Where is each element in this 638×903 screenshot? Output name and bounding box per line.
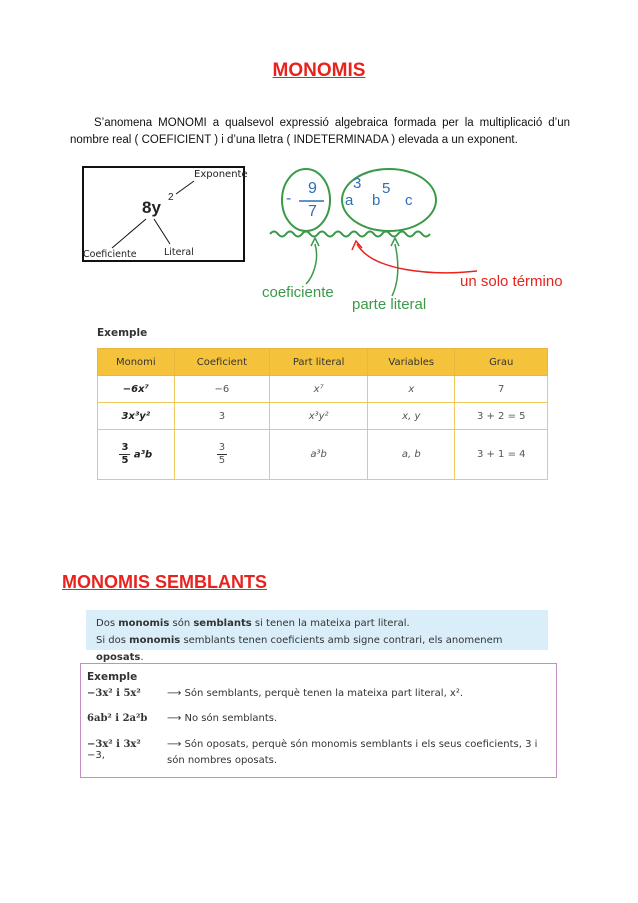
diagram2-var-b: b [372,192,381,209]
section-title-semblants: MONOMIS SEMBLANTS [62,572,267,592]
def-text: si tenen la mateixa part literal. [251,618,410,629]
def-bold: monomis [129,635,181,646]
fraction-num: 3 [218,442,226,453]
example-lhs: 6ab² i 2a²b [87,713,148,724]
fraction [119,442,130,467]
label-parte-literal: parte literal [352,296,427,313]
cell-grau: 3 + 2 = 5 [455,403,548,430]
example-lhs: −3x² i 5x² [87,688,141,699]
definition-box [86,610,548,663]
examples-box [80,663,557,778]
table-row [98,376,548,403]
fraction [217,442,227,467]
def-bold: monomis [118,618,170,629]
page-title: MONOMIS [272,60,366,81]
example-rhs: ⟶ Són semblants, perquè tenen la mateixa part literal, x². [167,688,464,699]
def-text: Dos [96,618,119,629]
intro-text: S’anomena MONOMI a qualsevol expressió algebraica formada per la multiplicació d’un nombre real ( COEFICIENT ) i d’una lletra ( INDETERMINADA ) elevada a un exponent. [70,117,570,146]
fraction-den: 5 [121,455,129,466]
cell-vars: x [368,376,455,403]
col-monomi: Monomi [98,349,175,376]
example-item [87,713,277,724]
diagram2-var-a: a [345,192,354,209]
cell-coef [174,430,270,480]
example-item [87,688,463,699]
def-text: Si dos [96,635,130,646]
diagram2-var-c: c [405,192,413,209]
diagram-8y-expr: 8y [142,198,161,217]
cell-monomi [98,430,175,480]
cell-part: x⁷ [270,376,368,403]
diagram2-exp-a: 3 [353,175,362,192]
definition-line-2 [96,632,538,666]
example-item [87,739,556,761]
def-text: . [140,652,144,663]
monomial-diagram-8y [82,166,248,262]
diagram2-num: 9 [308,180,317,197]
examples-label: Exemple [87,671,138,683]
example-rhs: ⟶ Són oposats, perquè són monomis semblants i els seus coeficients, 3 i −3, [87,739,538,761]
cell-coef: 3 [174,403,270,430]
diagram2-den: 7 [308,203,317,220]
label-literal: Literal [164,247,194,258]
definition-line-1 [96,615,538,632]
cell-monomi: 3x³y² [98,403,175,430]
label-coeficiente-green: coeficiente [262,284,334,301]
monomials-table [97,348,548,480]
label-un-solo-termino: un solo término [460,273,563,290]
example-lhs: −3x² i 3x² [87,739,141,750]
cell-coef: −6 [174,376,270,403]
cell-grau: 7 [455,376,548,403]
cell-vars: a, b [368,430,455,480]
cell-grau: 3 + 1 = 4 [455,430,548,480]
diagram2-exp-b: 5 [382,180,391,197]
fraction-den: 5 [218,455,226,466]
col-coeficient: Coeficient [174,349,270,376]
table-example-label: Exemple [97,327,148,339]
def-text: són [169,618,194,629]
intro-paragraph [70,115,570,149]
fraction-num: 3 [121,442,129,453]
def-text: semblants tenen coeficients amb signe contrari, els anomenem [180,635,503,646]
col-part-literal: Part literal [270,349,368,376]
def-bold: oposats [96,652,141,663]
example-rhs-continuation: són nombres oposats. [167,755,278,766]
label-coeficiente: Coeficiente [83,249,137,260]
table-row [98,403,548,430]
def-bold: semblants [193,618,252,629]
col-grau: Grau [455,349,548,376]
table-header-row [98,349,548,376]
diagram2-sign: - [286,190,292,207]
diagram-8y-exp: 2 [168,192,174,203]
label-exponente: Exponente [194,169,248,180]
cell-vars: x, y [368,403,455,430]
cell-part: a³b [270,430,368,480]
monomi-part: a³b [133,449,153,461]
col-variables: Variables [368,349,455,376]
example-rhs: ⟶ No són semblants. [167,713,278,724]
cell-part: x³y² [270,403,368,430]
cell-monomi: −6x⁷ [98,376,175,403]
table-row [98,430,548,480]
